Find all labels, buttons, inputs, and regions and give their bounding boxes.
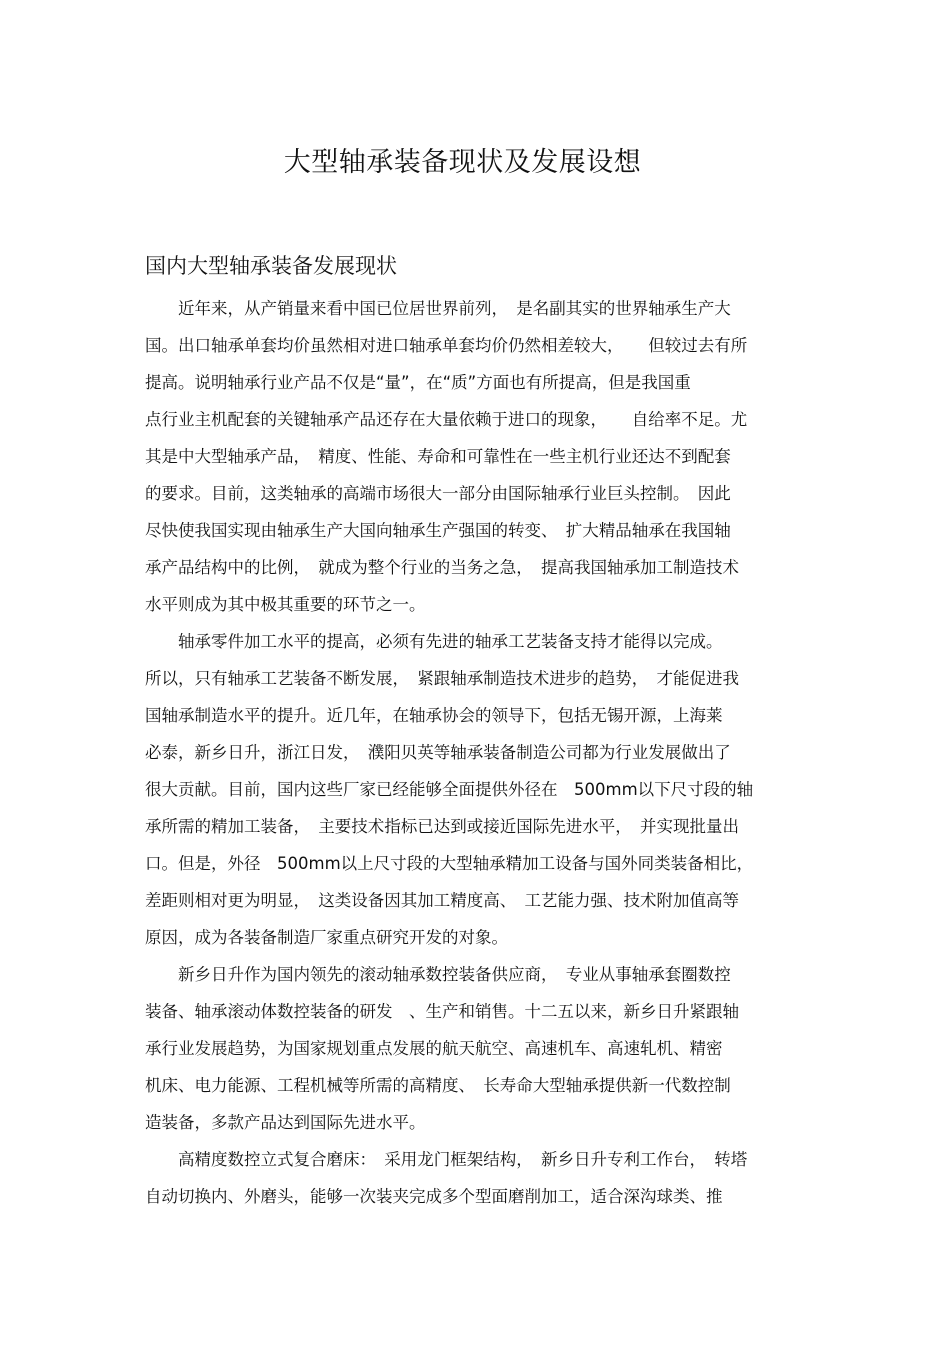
text-line: 轴承零件加工水平的提高，必须有先进的轴承工艺装备支持才能得以完成。	[145, 632, 723, 651]
text-line: 自动切换内、外磨头，能够一次装夹完成多个型面磨削加工，适合深沟球类、推	[145, 1187, 723, 1206]
text-line: 原因，成为各装备制造厂家重点研究开发的对象。	[145, 928, 508, 947]
text-line: 承所需的精加工装备， 主要技术指标已达到或接近国际先进水平， 并实现批量出	[145, 817, 739, 836]
text-line: 机床、电力能源、工程机械等所需的高精度、 长寿命大型轴承提供新一代数控制	[145, 1076, 731, 1095]
text-line: 高精度数控立式复合磨床： 采用龙门框架结构， 新乡日升专利工作台， 转塔	[145, 1150, 748, 1169]
text-line: 水平则成为其中极其重要的环节之一。	[145, 595, 426, 614]
text-line: 造装备，多款产品达到国际先进水平。	[145, 1113, 426, 1132]
text-line: 其是中大型轴承产品， 精度、性能、寿命和可靠性在一些主机行业还达不到配套	[145, 447, 731, 466]
text-line: 口。但是，外径 500mm以上尺寸段的大型轴承精加工设备与国外同类装备相比，	[145, 854, 754, 873]
text-line: 承行业发展趋势，为国家规划重点发展的航天航空、高速机车、高速轧机、精密	[145, 1039, 723, 1058]
text-line: 承产品结构中的比例， 就成为整个行业的当务之急， 提高我国轴承加工制造技术	[145, 558, 739, 577]
text-line: 尽快使我国实现由轴承生产大国向轴承生产强国的转变、 扩大精品轴承在我国轴	[145, 521, 731, 540]
section-heading: 国内大型轴承装备发展现状	[145, 254, 397, 278]
document-title: 大型轴承装备现状及发展设想	[283, 147, 642, 178]
text-line: 提高。说明轴承行业产品不仅是“量”，在“质”方面也有所提高，但是我国重	[145, 373, 691, 392]
text-line: 新乡日升作为国内领先的滚动轴承数控装备供应商， 专业从事轴承套圈数控	[145, 965, 731, 984]
text-line: 必泰，新乡日升，浙江日发， 濮阳贝英等轴承装备制造公司都为行业发展做出了	[145, 743, 731, 762]
text-line: 国轴承制造水平的提升。近几年，在轴承协会的领导下，包括无锡开源，上海莱	[145, 706, 723, 725]
text-line: 差距则相对更为明显， 这类设备因其加工精度高、 工艺能力强、技术附加值高等	[145, 891, 739, 910]
text-line: 所以，只有轴承工艺装备不断发展， 紧跟轴承制造技术进步的趋势， 才能促进我	[145, 669, 739, 688]
text-line: 近年来，从产销量来看中国已位居世界前列， 是名副其实的世界轴承生产大	[145, 299, 731, 318]
text-line: 国。出口轴承单套均价虽然相对进口轴承单套均价仍然相差较大， 但较过去有所	[145, 336, 748, 355]
text-line: 点行业主机配套的关键轴承产品还存在大量依赖于进口的现象， 自给率不足。尤	[145, 410, 748, 429]
text-line: 的要求。目前，这类轴承的高端市场很大一部分由国际轴承行业巨头控制。 因此	[145, 484, 731, 503]
text-line: 装备、轴承滚动体数控装备的研发 、生产和销售。十二五以来，新乡日升紧跟轴	[145, 1002, 739, 1021]
text-line: 很大贡献。目前，国内这些厂家已经能够全面提供外径在 500mm以下尺寸段的轴	[145, 780, 754, 799]
